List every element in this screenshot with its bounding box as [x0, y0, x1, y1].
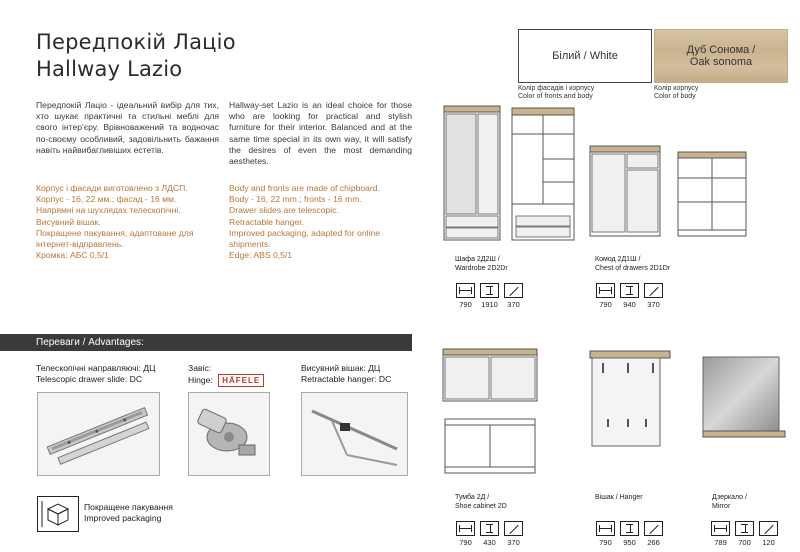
spec-line: Body - 16, 22 mm.; fronts - 16 mm. — [229, 194, 362, 205]
height-icon — [620, 521, 639, 536]
advantage-slide-title — [36, 363, 155, 385]
product-chest-name-ua: Комод 2Д1Ш / — [595, 256, 641, 263]
advantage-hinge-title-2: Hinge: — [188, 375, 213, 385]
color-swatch-oak — [654, 29, 788, 83]
spec-line: інтернет-відправлень. — [36, 239, 124, 250]
color-swatch-oak-label-1: Дуб Сонома / — [686, 44, 756, 56]
color-white-caption-ua: Колір фасадів і корпусу — [518, 85, 595, 92]
dim-depth-value: 266 — [647, 538, 660, 547]
advantage-slide-title-1: Телескопічні направляючі: ДЦ — [36, 363, 156, 373]
product-chest-name-en: Chest of drawers 2D1Dr — [595, 264, 671, 272]
dim-width — [455, 283, 476, 309]
height-icon — [735, 521, 754, 536]
height-icon — [480, 283, 499, 298]
dim-depth — [643, 283, 664, 309]
page-title-en: Hallway Lazio — [36, 57, 183, 81]
spec-line: Edge: ABS 0,5/1 — [229, 250, 293, 261]
hanger-dimensions — [595, 521, 664, 547]
spec-line: Корпус - 16, 22 мм.; фасад - 16 мм. — [36, 194, 177, 205]
specs-en — [229, 183, 419, 261]
product-hanger-name: Вішак / Hanger — [595, 494, 643, 501]
product-mirror-caption — [712, 494, 747, 511]
dim-depth-value: 370 — [647, 300, 660, 309]
shoe-cabinet-dimensions — [455, 521, 524, 547]
spec-line: Improved packaging, adapted for online — [229, 227, 380, 238]
color-swatch-oak-label-2: Oak sonoma — [689, 56, 753, 68]
color-swatch-white — [518, 29, 652, 83]
hanger-product-image — [588, 349, 672, 449]
dim-height — [619, 521, 640, 547]
packaging-text — [84, 502, 173, 524]
description-en: Hallway-set Lazio is an ideal choice for those who are looking for practical and stylish furniture for their interior. Balanced and at the same time special in its own way, it will satisfy the desires of even the most demanding aesthetes. — [229, 100, 412, 167]
chest-image — [588, 144, 748, 244]
page-title-ua: Передпокій Лаціо — [36, 30, 236, 54]
color-oak-caption-ua: Колір корпусу — [654, 85, 699, 92]
product-shoe-cabinet-name-ua: Тумба 2Д / — [455, 494, 490, 501]
dim-width-value: 790 — [459, 538, 472, 547]
dim-height-value: 700 — [738, 538, 751, 547]
color-white-caption-en: Color of fronts and body — [518, 93, 593, 100]
spec-line: Body and fronts are made of chipboard. — [229, 183, 380, 193]
color-swatch-white-label: Білий / White — [552, 50, 618, 62]
packaging-icon — [37, 496, 79, 532]
product-mirror-name-ua: Дзеркало / — [712, 494, 747, 501]
dim-height-value: 940 — [623, 300, 636, 309]
advantage-hanger-title — [301, 363, 391, 385]
height-icon — [480, 521, 499, 536]
dim-width — [455, 521, 476, 547]
hinge-image — [188, 392, 270, 476]
spec-line: Drawer slides are telescopic. — [229, 205, 339, 216]
product-chest-caption — [595, 256, 670, 273]
spec-line: Кромка: АБС 0,5/1 — [36, 250, 109, 261]
width-icon — [596, 283, 615, 298]
hafele-logo: HÄFELE — [218, 374, 264, 387]
dim-depth-value: 370 — [507, 300, 520, 309]
dim-width-value: 790 — [599, 538, 612, 547]
wardrobe-dimensions — [455, 283, 524, 309]
chest-dimensions — [595, 283, 664, 309]
dim-height — [479, 521, 500, 547]
color-oak-caption-en: Color of body — [654, 93, 696, 100]
dim-depth — [503, 283, 524, 309]
shoe-cabinet-image — [441, 347, 539, 477]
specs-ua — [36, 183, 221, 261]
mirror-image — [701, 355, 787, 443]
dim-depth — [758, 521, 779, 547]
dim-width-value: 790 — [599, 300, 612, 309]
spec-line: shipments. — [229, 239, 271, 250]
dim-depth-value: 370 — [507, 538, 520, 547]
product-wardrobe-name-ua: Шафа 2Д2Ш / — [455, 256, 500, 263]
wardrobe-image — [442, 104, 576, 244]
product-shoe-cabinet-caption — [455, 494, 507, 511]
width-icon — [596, 521, 615, 536]
dim-depth — [643, 521, 664, 547]
advantages-bar: Переваги / Advantages: — [0, 334, 412, 351]
product-hanger-caption — [595, 494, 643, 503]
product-wardrobe-name-en: Wardrobe 2D2Dr — [455, 264, 508, 272]
spec-line: Покращене пакування, адаптоване для — [36, 227, 194, 238]
spec-line: Корпус і фасади виготовлено з ЛДСП. — [36, 183, 188, 193]
color-white-caption — [518, 85, 594, 101]
color-oak-caption — [654, 85, 698, 101]
dim-width — [710, 521, 731, 547]
packaging-text-ua: Покращене пакування — [84, 502, 173, 512]
spec-line: Напрямні на шухлядах телескопічні. — [36, 205, 181, 216]
drawer-slide-image — [37, 392, 160, 476]
description-ua: Передпокій Лаціо - ідеальний вибір для тих, хто шукає практичні та стильні меблі для свого інтер'єру. Врівноважений та водночас по-своєму особливий, задовільнить бажання навіть найвибагливіших естетів. — [36, 100, 219, 155]
dim-depth — [503, 521, 524, 547]
dim-height — [734, 521, 755, 547]
dim-height-value: 1910 — [481, 300, 498, 309]
width-icon — [456, 283, 475, 298]
spec-line: Retractable hanger. — [229, 216, 305, 227]
product-shoe-cabinet-name-en: Shoe cabinet 2D — [455, 502, 507, 510]
dim-height-value: 430 — [483, 538, 496, 547]
dim-height-value: 950 — [623, 538, 636, 547]
dim-width — [595, 283, 616, 309]
advantage-hanger-title-1: Висувний вішак: ДЦ — [301, 363, 381, 373]
advantage-hinge-title-1: Завіс: — [188, 363, 212, 373]
hanger-image — [301, 392, 408, 476]
mirror-dimensions — [710, 521, 779, 547]
width-icon — [711, 521, 730, 536]
product-wardrobe-caption — [455, 256, 508, 273]
depth-icon — [504, 521, 523, 536]
dim-depth-value: 120 — [762, 538, 775, 547]
advantage-hanger-title-2: Retractable hanger: DC — [301, 374, 392, 384]
advantage-slide-title-2: Telescopic drawer slide: DC — [36, 374, 143, 384]
product-mirror-name-en: Mirror — [712, 502, 731, 510]
dim-width — [595, 521, 616, 547]
dim-height — [479, 283, 500, 309]
dim-height — [619, 283, 640, 309]
width-icon — [456, 521, 475, 536]
depth-icon — [644, 283, 663, 298]
depth-icon — [759, 521, 778, 536]
height-icon — [620, 283, 639, 298]
dim-width-value: 789 — [714, 538, 727, 547]
depth-icon — [504, 283, 523, 298]
spec-line: Висувний вішак. — [36, 216, 101, 227]
dim-width-value: 790 — [459, 300, 472, 309]
packaging-text-en: Improved packaging — [84, 513, 162, 523]
advantage-hinge-title — [188, 363, 264, 387]
depth-icon — [644, 521, 663, 536]
